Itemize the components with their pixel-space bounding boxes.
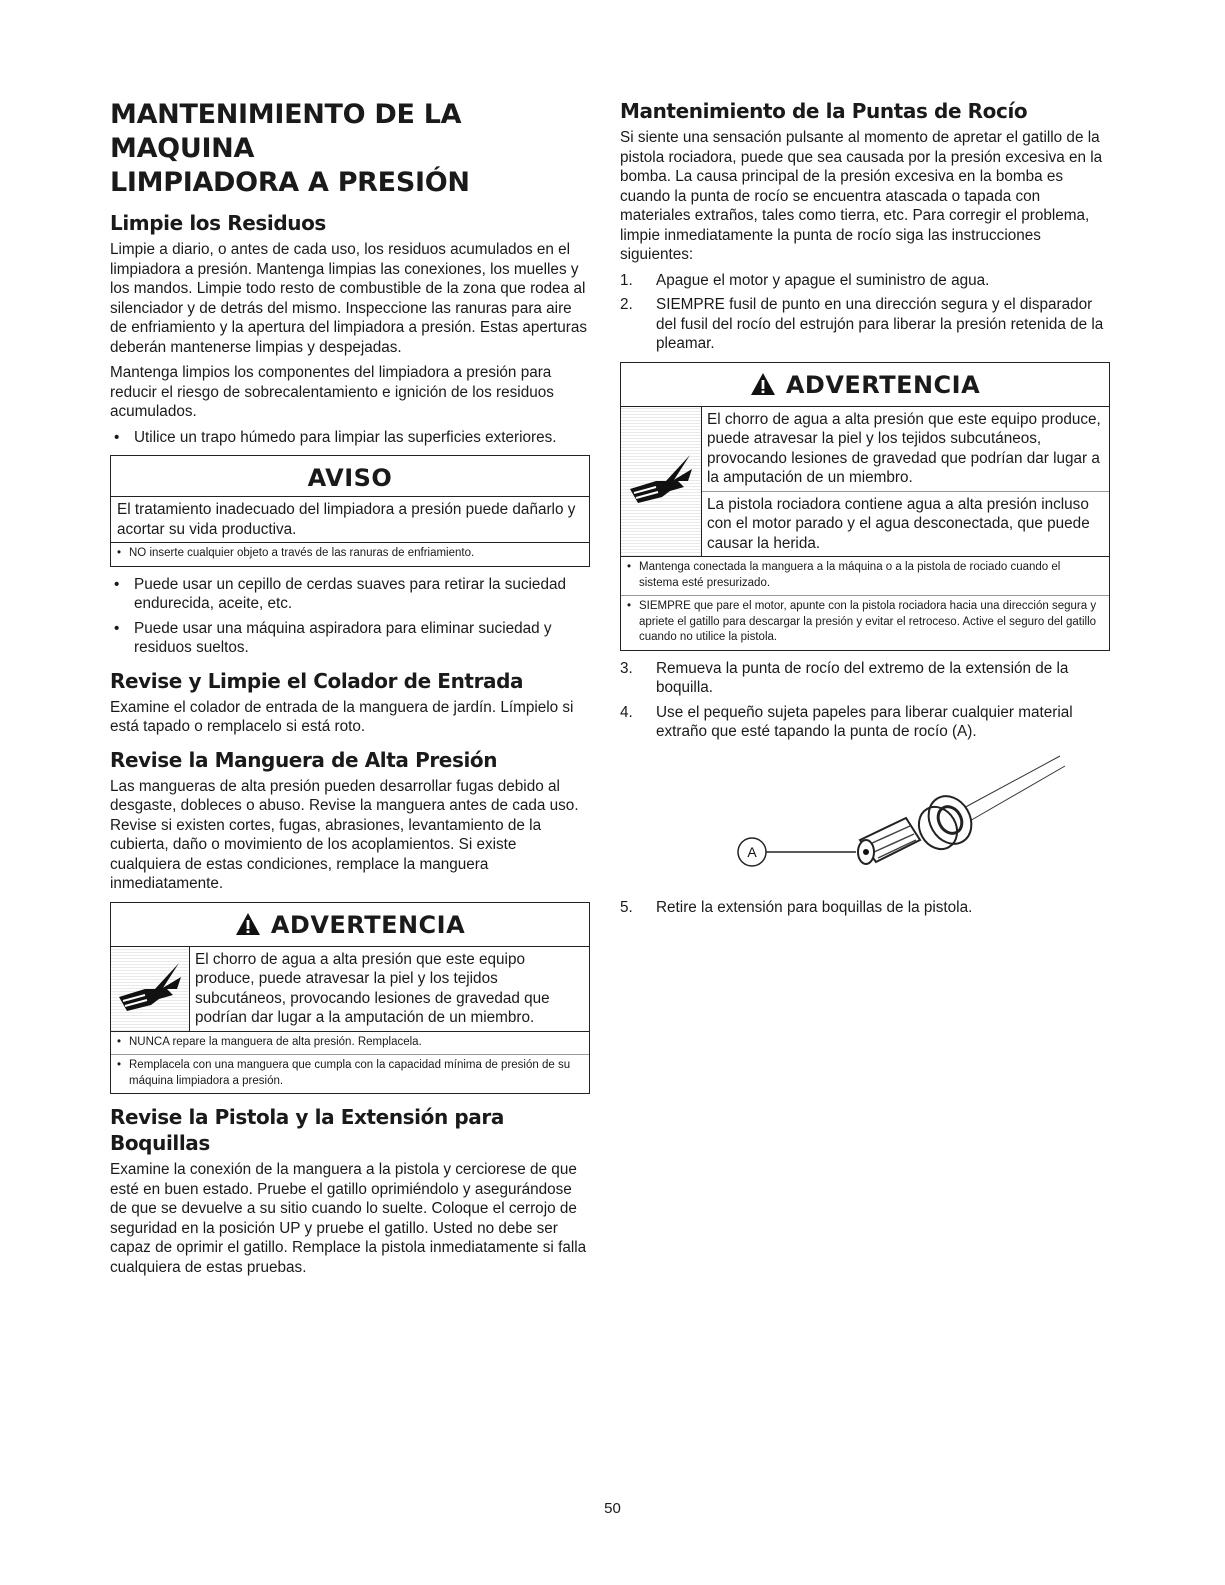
warning-title-text: ADVERTENCIA bbox=[785, 370, 981, 399]
step-text: Remueva la punta de rocío del extremo de la extensión de la boquilla. bbox=[656, 659, 1069, 696]
paragraph: Si siente una sensación pulsante al momento de apretar el gatillo de la pistola rociadora, puede que sea causada por la presión excesiva en la bomba. La causa principal de la presión excesiva en la bomba es cuando la punta de rocío se encuentra atascada o tapada con materiales extraños, tales como tierra, etc. Para corregir el problema, limpie inmediatamente la punta de rocío siga las instrucciones siguientes: bbox=[620, 129, 1103, 263]
warning-bullet-text: Remplacela con una manguera que cumpla con la capacidad mínima de presión de su máquina limpiadora a presión. bbox=[129, 1059, 571, 1087]
step-item bbox=[620, 659, 1110, 698]
paragraph: Examine el colador de entrada de la manguera de jardín. Límpielo si está tapado o remplacelo si está roto. bbox=[110, 698, 574, 735]
warning-title bbox=[111, 903, 589, 947]
warning-row bbox=[621, 407, 1109, 558]
paragraph: Examine la conexión de la manguera a la pistola y cerciorese de que esté en buen estado. Pruebe el gatillo oprimiéndolo y asegurándose de que se devuelve a su sitio cuando lo suelte. Coloque el cerrojo de seguridad en la posición UP y pruebe el gatillo. Usted no debe ser capaz de oprimir el gatillo. Remplace la pistola inmediatamente si falla cualquiera de estas pruebas. bbox=[110, 1161, 587, 1276]
list-item bbox=[110, 575, 590, 614]
paragraph: Limpie a diario, o antes de cada uso, los residuos acumulados en el limpiadora a presión. Mantenga limpias las conexiones, los muelles y los mandos. Limpie todo resto de combustible de la zona que rodea al silenciador y de detrás del mismo. Inspeccione las ranuras para aire de enfriamiento y la apertura del limpiadora a presión. Estas aperturas deberán mantenerse limpias y despejadas. bbox=[110, 241, 588, 356]
warning-bullet bbox=[621, 595, 1109, 650]
bullet-mark: • bbox=[117, 547, 122, 559]
page-title-line2: LIMPIADORA A PRESIÓN bbox=[110, 167, 470, 198]
warning-row bbox=[111, 947, 589, 1032]
list-item-text: Puede usar una máquina aspiradora para eliminar suciedad y residuos sueltos. bbox=[134, 619, 552, 656]
warning-triangle-icon bbox=[750, 372, 776, 404]
bullet-mark: • bbox=[114, 428, 120, 446]
step-text: Apague el motor y apague el suministro de agua. bbox=[656, 271, 990, 289]
step-item bbox=[620, 703, 1110, 742]
notice-box bbox=[110, 455, 590, 567]
section-heading-spray-tips: Mantenimiento de la Puntas de Rocío bbox=[620, 99, 1028, 123]
warning-bullet-text: SIEMPRE que pare el motor, apunte con la pistola rociadora hacia una dirección segura y apriete el gatillo para descargar la presión y evitar el retroceso. Active el seguro del gatillo cuando no utilice la pistola. bbox=[639, 600, 1097, 643]
bullet-mark: • bbox=[627, 600, 632, 612]
bullet-mark: • bbox=[117, 1035, 122, 1048]
step-number: 5. bbox=[620, 898, 633, 916]
bullet-mark: • bbox=[114, 575, 120, 593]
step-number: 4. bbox=[620, 703, 633, 721]
page-number: 50 bbox=[604, 1500, 621, 1517]
step-number: 3. bbox=[620, 659, 633, 677]
step-text: Retire la extensión para boquillas de la pistola. bbox=[656, 898, 973, 916]
step-item bbox=[620, 271, 1110, 291]
injection-hazard-icon bbox=[111, 947, 190, 1031]
step-item bbox=[620, 898, 1110, 918]
notice-title: AVISO bbox=[111, 456, 589, 497]
warning-text: El chorro de agua a alta presión que este equipo produce, puede atravesar la piel y los tejidos subcutáneos, provocando lesiones de gravedad que podrían dar lugar a la amputación de un miembro. bbox=[195, 950, 550, 1026]
notice-bullet bbox=[111, 543, 589, 566]
page-title bbox=[110, 98, 590, 200]
step-number: 2. bbox=[620, 296, 633, 313]
left-column bbox=[110, 98, 590, 1283]
list-item-text: Utilice un trapo húmedo para limpiar las superficies exteriores. bbox=[134, 428, 557, 446]
warning-title bbox=[621, 363, 1109, 407]
list-item-text: Puede usar un cepillo de cerdas suaves para retirar la suciedad endurecida, aceite, etc. bbox=[134, 575, 566, 612]
warning-bullet-text: Mantenga conectada la manguera a la máquina o a la pistola de rociado cuando el sistema esté presurizado. bbox=[639, 561, 1061, 589]
warning-texts bbox=[190, 947, 589, 1031]
warning-bullet bbox=[621, 557, 1109, 595]
warning-text: La pistola rociadora contiene agua a alta presión incluso con el motor parado y el agua desconectada, que puede causar la herida. bbox=[702, 491, 1109, 557]
section-heading-inlet-screen: Revise y Limpie el Colador de Entrada bbox=[110, 668, 524, 693]
step-text: Use el pequeño sujeta papeles para liberar cualquier material extraño que esté tapando la punta de rocío (A). bbox=[656, 703, 1073, 740]
figure-label-a: A bbox=[747, 843, 757, 860]
section-heading-gun-nozzle: Revise la Pistola y la Extensión para Boquillas bbox=[110, 1105, 504, 1155]
step-number: 1. bbox=[620, 271, 633, 289]
warning-triangle-icon bbox=[235, 912, 261, 944]
spray-tip-illustration bbox=[620, 748, 1110, 888]
list-item bbox=[110, 619, 590, 658]
warning-bullet bbox=[111, 1032, 589, 1055]
notice-body: El tratamiento inadecuado del limpiadora a presión puede dañarlo y acortar su vida productiva. bbox=[111, 497, 589, 543]
warning-box bbox=[620, 362, 1110, 651]
paragraph: Mantenga limpios los componentes del limpiadora a presión para reducir el riesgo de sobrecalentamiento e ignición de los residuos acumulados. bbox=[110, 364, 554, 420]
paragraph: Las mangueras de alta presión pueden desarrollar fugas debido al desgaste, dobleces o abuso. Revise la manguera antes de cada uso. Revise si existen cortes, fugas, abrasiones, levantamiento de la cubierta, daño o movimiento de los acoplamientos. Si existe cualquiera de estas condiciones, remplace la manguera inmediatamente. bbox=[110, 777, 579, 892]
warning-title-text: ADVERTENCIA bbox=[270, 910, 466, 939]
step-text: SIEMPRE fusil de punto en una dirección segura y el disparador del fusil del rocío del estrujón para liberar la presión retenida de la pleamar. bbox=[656, 296, 1104, 352]
right-column bbox=[620, 98, 1110, 922]
section-heading-high-pressure-hose: Revise la Manguera de Alta Presión bbox=[110, 747, 498, 772]
list-item bbox=[110, 428, 590, 448]
bullet-mark: • bbox=[627, 561, 632, 573]
section-heading-clean-debris: Limpie los Residuos bbox=[110, 211, 326, 235]
notice-bullet-text: NO inserte cualquier objeto a través de las ranuras de enfriamiento. bbox=[129, 547, 475, 559]
page-title-line1: MANTENIMIENTO DE LA MAQUINA bbox=[110, 99, 462, 164]
injection-hazard-icon bbox=[621, 407, 702, 557]
warning-texts bbox=[702, 407, 1109, 557]
warning-box bbox=[110, 902, 590, 1095]
bullet-mark: • bbox=[114, 619, 120, 637]
warning-bullet-text: NUNCA repare la manguera de alta presión. Remplacela. bbox=[129, 1035, 422, 1048]
step-item bbox=[620, 295, 1110, 354]
bullet-mark: • bbox=[117, 1059, 122, 1071]
warning-bullet bbox=[111, 1054, 589, 1093]
warning-text: El chorro de agua a alta presión que este equipo produce, puede atravesar la piel y los tejidos subcutáneos, provocando lesiones de gravedad que podrían dar lugar a la amputación de un miembro. bbox=[707, 410, 1101, 486]
